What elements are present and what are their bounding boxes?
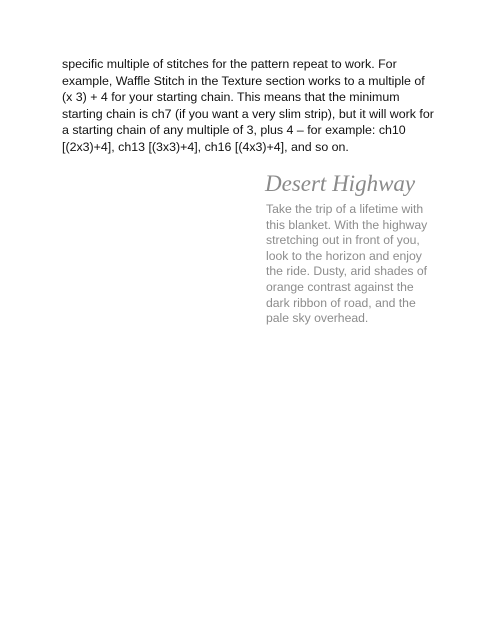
body-paragraph: specific multiple of stitches for the pattern repeat to work. For example, Waffle Stitch in the Texture section works to a multiple of (x 3) + 4 for your starting chain. This means that the minimum starting chain is ch7 (if you want a very slim strip), but it will work for a starting chain of any multiple of 3, plus 4 – for example: ch10 [(2x3)+4], ch13 [(3x3)+4], ch16 [(4x3)+4], and so on. [62, 57, 434, 154]
pattern-title: Desert Highway [265, 171, 416, 196]
pattern-description: Take the trip of a lifetime with this blanket. With the highway stretching out in front of you, look to the horizon and enjoy the ride. Dusty, arid shades of orange contrast against the dark ribbon of road, and the pale sky overhead. [266, 202, 428, 326]
